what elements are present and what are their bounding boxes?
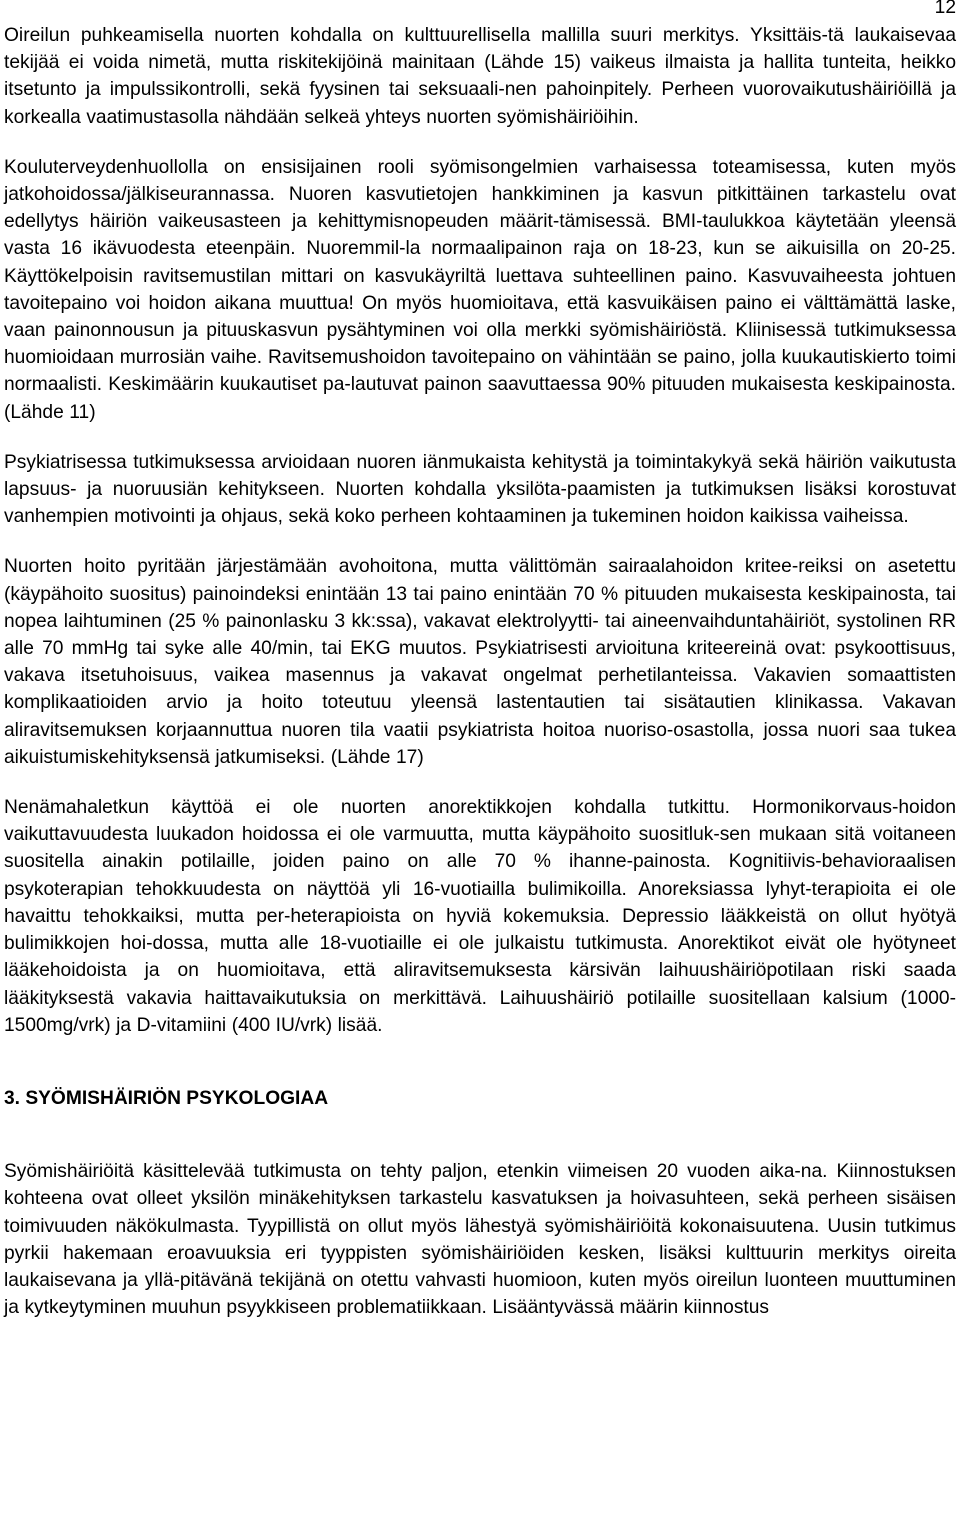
paragraph-treatment-criteria: Nuorten hoito pyritään järjestämään avohoitona, mutta välittömän sairaalahoidon kritee-reiksi on asetettu (käypähoito suositus) painoindeksi enintään 13 tai paino enintään 70 % pituuden mukaisesta keskipainosta, tai nopea laihtuminen (25 % painonlasku 3 kk:ssa), vakavat elektrolyytti- tai aineenvaihduntahäiriöt, systolinen RR alle 70 mmHg tai syke alle 40/min, tai EKG muutos. Psykiatrisesti arvioituna kriteereinä ovat: psykoottisuus, vakava itsetuhoisuus, vaikea masennus ja vakavat ongelmat perhetilanteissa. Vakavien somaattisten komplikaatioiden arvio ja hoito toteutuu yleensä lastentautien tai sisätautien klinikassa. Vakavan aliravitsemuksen korjaannuttua nuoren tila vaatii psykiatrista hoitoa nuoriso-osastolla, jossa nuori saa tukea aikuistumiskehityksensä jatkumiseksi. (Lähde 17) [4, 556, 956, 768]
document-body [4, 22, 956, 1321]
paragraph-school-health: Kouluterveydenhuollolla on ensisijainen rooli syömisongelmien varhaisessa toteamisessa, kuten myös jatkohoidossa/jälkiseurannassa. Nuoren kasvutietojen hankkiminen ja kasvun pitkittäinen tarkastelu ovat edellytys häiriön vaikeusasteen ja kehittymisnopeuden määrit-tämisessä. BMI-taulukkoa käytetään yleensä vasta 16 ikävuodesta eteenpäin. Nuoremmil-la normaalipainon raja on 18-23, kun se aikuisilla on 20-25. Käyttökelpoisin ravitsemustilan mittari on kasvukäyriltä luettava suhteellinen paino. Kasvuvaiheesta johtuen tavoitepaino voi hoidon aikana muuttua! On myös huomioitava, että kasvuikäisen paino ei välttämättä laske, vaan painonnousun ja pituuskasvun pysähtyminen voi olla merkki syömishäiriöstä. Kliinisessä tutkimuksessa huomioidaan murrosiän vaihe. Ravitsemushoidon tavoitepaino on vähintään se paino, jolla kuukautiskierto toimi normaalisti. Keskimäärin kuukautiset pa-lautuvat painon saavuttaessa 90% pituuden mukaisesta keskipainosta. (Lähde 11) [4, 156, 956, 423]
paragraph-psychiatric-assessment: Psykiatrisessa tutkimuksessa arvioidaan nuoren iänmukaista kehitystä ja toimintakykyä sekä häiriön vaikutusta lapsuus- ja nuoruusiän kehitykseen. Nuorten kohdalla yksilöta-paamisten ja tutkimuksen lisäksi korostuvat vanhempien motivointi ja ohjaus, sekä koko perheen kohtaaminen ja tukeminen hoidon kaikissa vaiheissa. [4, 451, 956, 528]
section-heading: 3. SYÖMISHÄIRIÖN PSYKOLOGIAA [4, 1087, 329, 1109]
paragraph-therapies: Nenämahaletkun käyttöä ei ole nuorten anorektikkojen kohdalla tutkittu. Hormonikorvaus-hoidon vaikuttavuudesta luukadon hoidossa ei ole varmuutta, mutta käypähoito suositluk-sen mukaan sitä voitaneen suositella ainakin potilaille, joiden paino on alle 70 % ihanne-painosta. Kognitiivis-behavioraalisen psykoterapian tehokkuudesta on näyttöä yli 16-vuotiailla bulimikoilla. Anoreksiassa lyhyt-terapioita ei ole havaittu tehokkaiksi, mutta per-heterapioista on hyviä kokemuksia. Depressio lääkkeistä on ollut hyötyä bulimikkojen hoi-dossa, mutta alle 18-vuotiaille ei ole julkaistu tutkimusta. Anorektikot eivät ole hyötyneet lääkehoidoista ja on huomioitava, että aliravitsemuksesta kärsivän laihuushäiriöpotilaan riski saada lääkityksestä vakavia haittavaikutuksia on merkittävä. Laihuushäiriö potilaille suositellaan kalsium (1000-1500mg/vrk) ja D-vitamiini (400 IU/vrk) lisää. [4, 797, 956, 1036]
paragraph-risk-factors: Oireilun puhkeamisella nuorten kohdalla on kulttuurellisella mallilla suuri merkitys. Yksittäis-tä laukaisevaa tekijää ei voida nimetä, mutta riskitekijöinä mainitaan (Lähde 15) vaikeus ilmaista ja hallita tunteita, heikko itsetunto ja impulssikontrolli, sekä fyysinen tai seksuaali-nen pahoinpitely. Perheen vuorovaikutushäiriöillä ja korkealla vaatimustasolla nähdään selkeä yhteys nuorten syömishäiriöihin. [4, 25, 956, 128]
page-number: 12 [934, 0, 956, 18]
paragraph-psychology-intro: Syömishäiriöitä käsittelevää tutkimusta on tehty paljon, etenkin viimeisen 20 vuoden aika-na. Kiinnostuksen kohteena ovat olleet yksilön minäkehityksen tarkastelu kasvatuksen ja hoivasuhteen, sekä perheen sisäisen toimivuuden näkökulmasta. Tyypillistä on ollut myös lähestyä syömishäiriöitä kokonaisuutena. Uusin tutkimus pyrkii hakemaan eroavuuksia eri tyyppisten syömishäiriöiden kesken, lisäksi kulttuurin merkitys oireita laukaisevana ja yllä-pitävänä tekijänä on otettu vahvasti huomioon, kuten myös oireilun luonteen muuttuminen ja kytkeytyminen muuhun psyykkiseen problematiikkaan. Lisääntyvässä määrin kiinnostus [4, 1161, 956, 1319]
